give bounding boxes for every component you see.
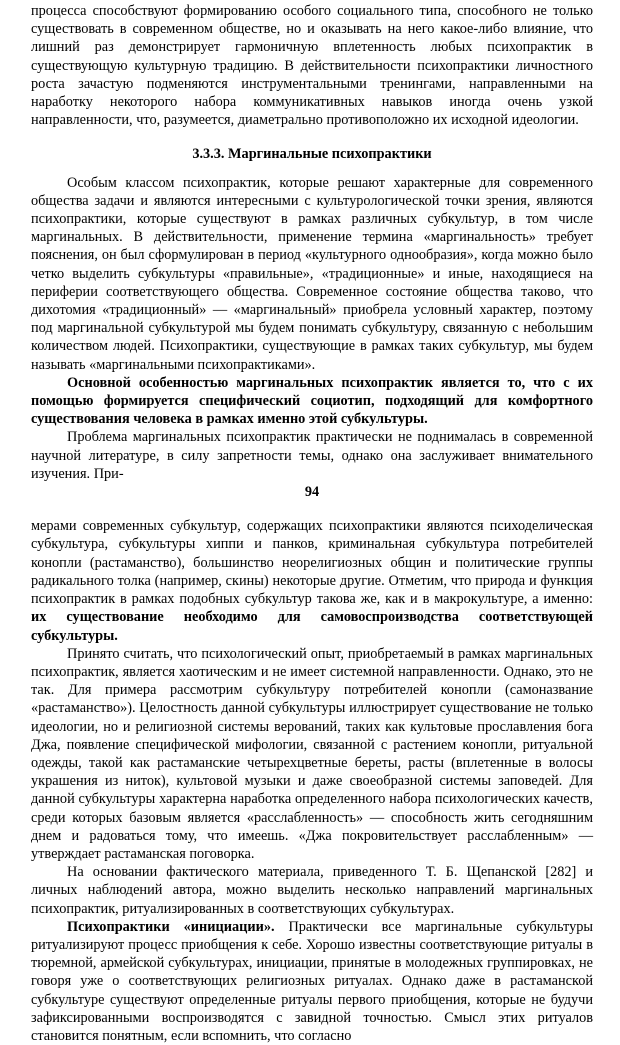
page-number: 94 (304, 484, 320, 501)
paragraph-rastafari: Принято считать, что психологический опыт, приобретаемый в рамках маргинальных психопрактик, является хаотическим и не имеет системной направленности. Однако, это не так. Для примера рассмотрим субкультуру потребителей конопли (самоназвание «растаманство»). Целостность данной субкультуры иллюстрирует существование не только идеологии, но и религиозной системы верований, таких как культовые прославления бога Джа, появление специфической мифологии, связанной с растением конопли, ритуальной одежды, такой как растаманские четырехцветные береты, расты (вплетенные в волосы украшения из ниток), культовой музыки и даже своеобразной системы заповедей. Для данной субкультуры характерна наработка определенного набора психологических качеств, среди которых базовым является «расслабленность» — способность жить сегодняшним днем и радоваться тому, что имеешь. «Джа покровительствует расслабленным» — утверждает растаманская поговорка. (31, 645, 593, 862)
paragraph-directions: На основании фактического материала, приведенного Т. Б. Щепанской [282] и личных наблюдений автора, можно выделить несколько направлений маргинальных психопрактик, ритуализированных в соответствующих субкультурах. (31, 864, 593, 917)
paragraph-key-feature: Основной особенностью маргинальных психопрактик является то, что с их помощью формируется специфический социотип, подходящий для комфортного существования человека в рамках именно этой субкультуры. (31, 374, 593, 428)
examples-bold-conclusion: их существование необходимо для самовоспроизводства соответствующей субкультуры. (31, 609, 593, 644)
paragraph-subculture-examples (31, 517, 593, 644)
paragraph-intro: процесса способствуют формированию особого социального типа, способного не только существовать в современном обществе, но и оказывать на него какое-либо влияние, что лишний раз демонстрирует гармоничную вплетенность любых психопрактик в существующую культурную традицию. В действительности психопрактики личностного роста зачастую подменяются инструментальными тренингами, направленными на наработку некоторого набора коммуникативных навыков иногда очень узкой направленности, что, разумеется, диаметрально противоположно их исходной идеологии. (31, 3, 593, 129)
paragraph-initiation (31, 918, 593, 1045)
document-page (31, 2, 593, 1045)
initiation-lead: Психопрактики «инициации». (67, 918, 275, 935)
section-heading: 3.3.3. Маргинальные психопрактики (192, 146, 432, 163)
examples-text: мерами современных субкультур, содержащих психопрактики являются психоделическая субкультура, субкультуры хиппи и панков, криминальная субкультура потребителей конопли (растаманство), большинство неорелигиозных общин и политические группы радикального толка (например, скины) некоторые другие. Отметим, что природа и функция психопрактик в рамках подобных субкультур такова же, как и в макрокультуре, а именно: (31, 518, 593, 608)
paragraph-marginal-definition: Особым классом психопрактик, которые решают характерные для современного общества задачи и являются интересными с культурологической точки зрения, являются психопрактики, которые существуют в рамках различных субкультур, в том числе маргинальных. В действительности, применение термина «маргинальность» требует пояснения, он был сформулирован в период «культурного однообразия», когда можно было четко выделить субкультуры «правильные», «традиционные» и иные, находящиеся на периферии соответствующего общества. Современное состояние общества таково, что дихотомия «традиционный» — «маргинальный» приобрела условный характер, поэтому под маргинальной субкультурой мы будем понимать субкультуру, связанную с небольшим количеством людей. Психопрактики, существующие в рамках таких субкультур, мы будем называть «маргинальными психопрактиками». (31, 174, 593, 373)
initiation-text: Практически все маргинальные субкультуры ритуализируют процесс приобщения к себе. Хорошо известны соответствующие ритуалы в тюремной, армейской субкультурах, инициации, принятые в молодежных группировках, не говоря уже о соответствующих религиозных ритуалах. Однако даже в растаманской субкультуре существуют определенные ритуалы первого приобщения, которые не будучи зафиксированными воспроизводятся с завидной точностью. Смысл этих ритуалов становится понятным, если вспомнить, что согласно (31, 918, 593, 1044)
paragraph-problem: Проблема маргинальных психопрактик практически не поднималась в современной научной литературе, в силу запретности темы, однако она заслуживает внимательного изучения. При- (31, 429, 593, 482)
